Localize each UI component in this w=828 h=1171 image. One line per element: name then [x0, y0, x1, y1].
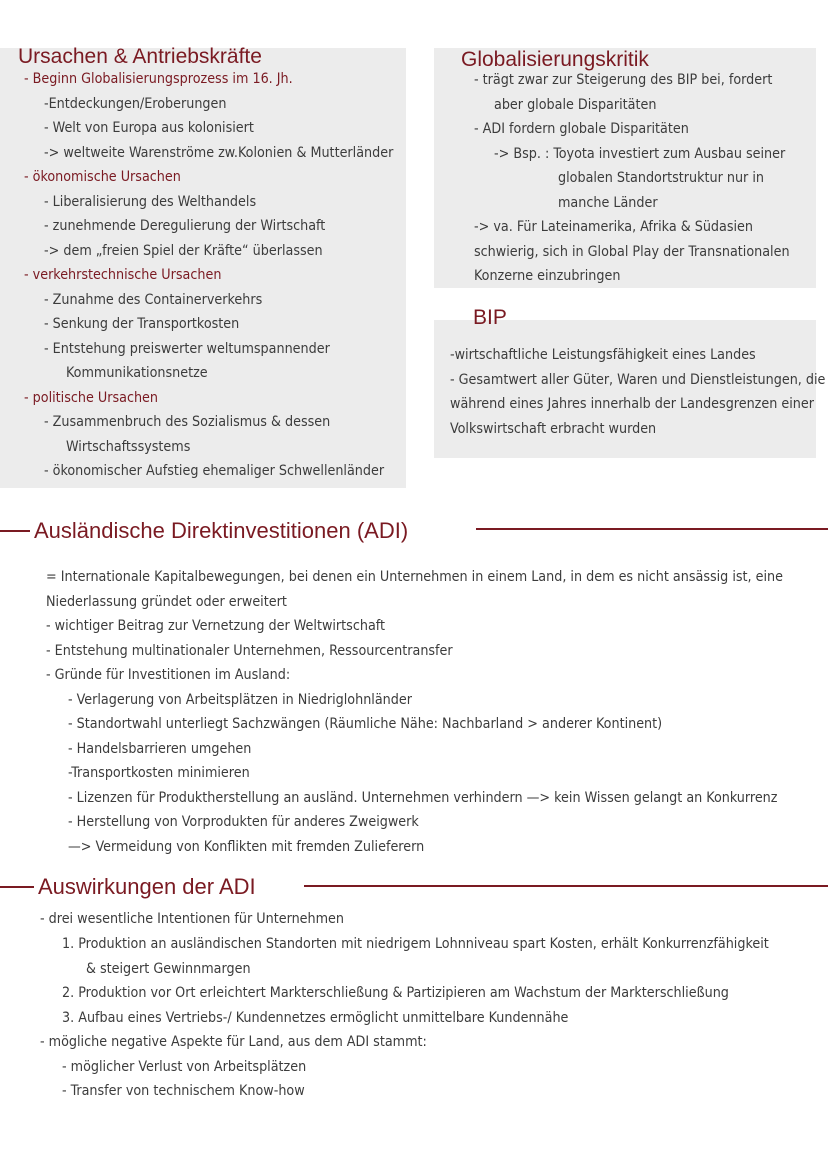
kritik-heading: Globalisierungskritik: [461, 48, 649, 71]
adi-line: - Herstellung von Vorprodukten für anderes Zweigwerk: [68, 814, 419, 830]
bip-line: -wirtschaftliche Leistungsfähigkeit eines Landes: [450, 347, 756, 363]
ursachen-line: Kommunikationsnetze: [66, 365, 208, 381]
bip-heading: BIP: [473, 306, 507, 329]
auswirkungen-heading: Auswirkungen der ADI: [38, 874, 256, 899]
kritik-line: Konzerne einzubringen: [474, 268, 621, 284]
kritik-line: -> va. Für Lateinamerika, Afrika & Südasien: [474, 219, 753, 235]
adi-line: -Transportkosten minimieren: [68, 765, 250, 781]
ursachen-line: - Zunahme des Containerverkehrs: [44, 292, 263, 308]
auswirkungen-line: 1. Produktion an ausländischen Standorten mit niedrigem Lohnniveau spart Kosten, erhält Konkurrenzfähigkeit: [62, 936, 769, 952]
auswirkungen-line: & steigert Gewinnmargen: [86, 961, 251, 977]
ursachen-line: - ökonomischer Aufstieg ehemaliger Schwellenländer: [44, 463, 385, 479]
ursachen-line: - ökonomische Ursachen: [24, 169, 181, 185]
adi-heading: Ausländische Direktinvestitionen (ADI): [34, 518, 409, 543]
kritik-line: schwierig, sich in Global Play der Transnationalen: [474, 244, 790, 260]
kritik-line: -> Bsp. : Toyota investiert zum Ausbau seiner: [494, 146, 786, 162]
bip-line: Volkswirtschaft erbracht wurden: [450, 421, 657, 437]
auswirkungen-line: - drei wesentliche Intentionen für Unternehmen: [40, 911, 344, 927]
auswirkungen-rule-left: [0, 886, 34, 888]
ursachen-line: - Senkung der Transportkosten: [44, 316, 240, 332]
auswirkungen-line: 2. Produktion vor Ort erleichtert Markterschließung & Partizipieren am Wachstum der Markterschließung: [62, 985, 729, 1001]
adi-line: - wichtiger Beitrag zur Vernetzung der Weltwirtschaft: [46, 618, 386, 634]
ursachen-line: - Liberalisierung des Welthandels: [44, 194, 257, 210]
ursachen-line: - Welt von Europa aus kolonisiert: [44, 120, 254, 136]
kritik-line: manche Länder: [558, 195, 658, 211]
bip-line: - Gesamtwert aller Güter, Waren und Dienstleistungen, die: [450, 372, 826, 388]
adi-line: - Entstehung multinationaler Unternehmen, Ressourcentransfer: [46, 643, 453, 659]
auswirkungen-rule-right: [304, 885, 828, 887]
adi-line: - Handelsbarrieren umgehen: [68, 741, 252, 757]
adi-line: - Gründe für Investitionen im Ausland:: [46, 667, 291, 683]
adi-line: = Internationale Kapitalbewegungen, bei denen ein Unternehmen in einem Land, in dem es nicht ansässig ist, eine: [46, 569, 783, 585]
ursachen-line: - verkehrstechnische Ursachen: [24, 267, 222, 283]
ursachen-line: - politische Ursachen: [24, 390, 158, 406]
ursachen-heading: Ursachen & Antriebskräfte: [18, 45, 262, 68]
ursachen-line: Wirtschaftssystems: [66, 439, 191, 455]
ursachen-line: - zunehmende Deregulierung der Wirtschaft: [44, 218, 326, 234]
adi-line: - Verlagerung von Arbeitsplätzen in Niedriglohnländer: [68, 692, 412, 708]
adi-rule-right: [476, 528, 828, 530]
adi-line: - Standortwahl unterliegt Sachzwängen (Räumliche Nähe: Nachbarland > anderer Kontinent): [68, 716, 663, 732]
auswirkungen-line: - mögliche negative Aspekte für Land, aus dem ADI stammt:: [40, 1034, 427, 1050]
kritik-line: aber globale Disparitäten: [494, 97, 657, 113]
auswirkungen-line: 3. Aufbau eines Vertriebs-/ Kundennetzes ermöglicht unmittelbare Kundennähe: [62, 1010, 569, 1026]
auswirkungen-line: - möglicher Verlust von Arbeitsplätzen: [62, 1059, 307, 1075]
bip-line: während eines Jahres innerhalb der Landesgrenzen einer: [450, 396, 814, 412]
adi-line: —> Vermeidung von Konflikten mit fremden Zulieferern: [68, 839, 425, 855]
ursachen-line: - Entstehung preiswerter weltumspannender: [44, 341, 330, 357]
kritik-line: - trägt zwar zur Steigerung des BIP bei, fordert: [474, 72, 773, 88]
ursachen-line: -> weltweite Warenströme zw.Kolonien & Mutterländer: [44, 145, 394, 161]
kritik-line: globalen Standortstruktur nur in: [558, 170, 764, 186]
ursachen-line: -> dem „freien Spiel der Kräfte“ überlassen: [44, 243, 323, 259]
adi-line: Niederlassung gründet oder erweitert: [46, 594, 287, 610]
ursachen-line: - Zusammenbruch des Sozialismus & dessen: [44, 414, 331, 430]
adi-rule-left: [0, 530, 30, 532]
adi-line: - Lizenzen für Produktherstellung an ausländ. Unternehmen verhindern —> kein Wissen gelangt an Konkurrenz: [68, 790, 778, 806]
kritik-line: - ADI fordern globale Disparitäten: [474, 121, 689, 137]
ursachen-line: -Entdeckungen/Eroberungen: [44, 96, 227, 112]
auswirkungen-line: - Transfer von technischem Know-how: [62, 1083, 305, 1099]
ursachen-line: - Beginn Globalisierungsprozess im 16. Jh.: [24, 71, 293, 87]
